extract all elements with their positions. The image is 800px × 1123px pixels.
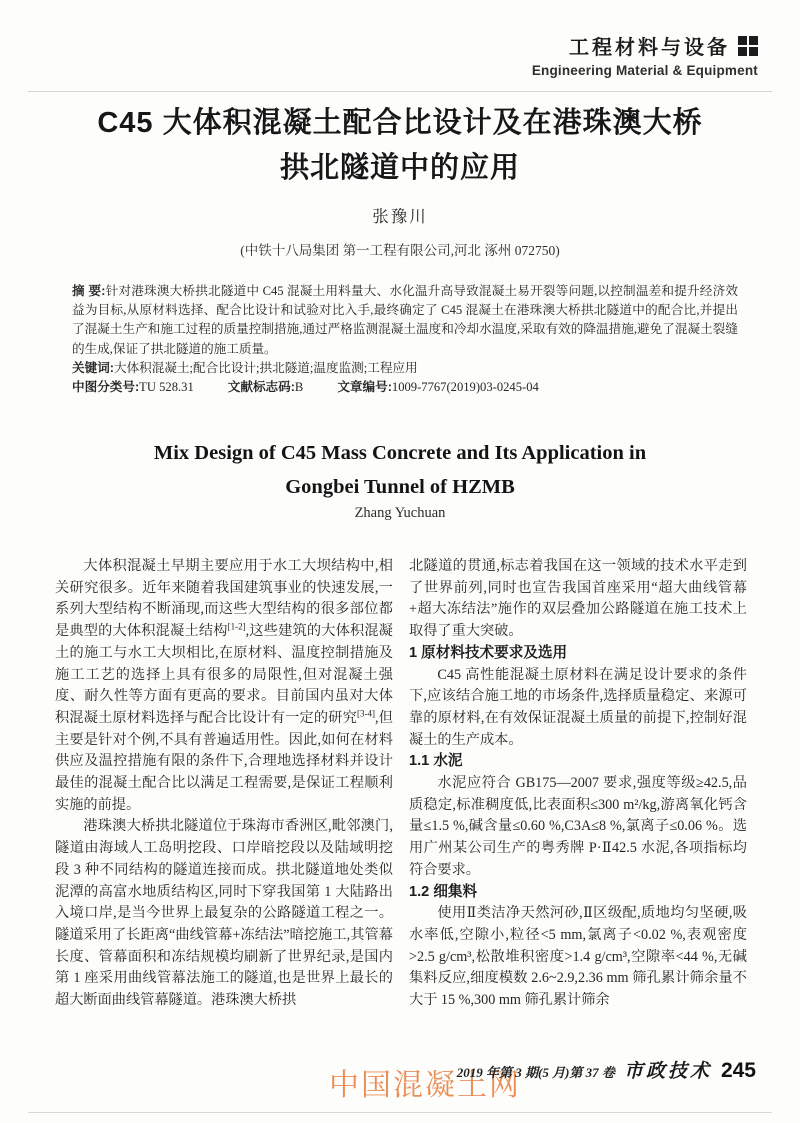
abstract-label: 摘 要: — [72, 284, 106, 298]
english-title — [0, 436, 800, 504]
keywords-line — [72, 359, 738, 378]
journal-section-label: 工程材料与设备 — [569, 37, 730, 59]
citation-3-4: [3-4] — [357, 708, 376, 719]
doc-code-pair — [228, 380, 304, 394]
paragraph-text: ,这些建筑的大体积混凝土的施工与水工大坝相比,在原材料、温度控制措施及施工工艺的选择上具有很多的局限性,但对混凝土强度、耐久性等方面有更高的要求。目前国内虽对大体积混凝土原材料选择与配合比设计有一定的研究 — [55, 623, 393, 726]
right-column — [409, 556, 747, 1012]
abstract-paragraph — [72, 282, 738, 359]
citation-1-2: [1-2] — [227, 621, 246, 632]
classification-line — [72, 378, 738, 397]
issue-info: 2019 年第 3 期(5 月)第 37 卷 — [456, 1065, 615, 1080]
clc-label: 中图分类号: — [72, 380, 140, 395]
article-id-pair — [337, 380, 539, 394]
article-id-label: 文章编号: — [337, 380, 392, 395]
abstract-block — [72, 282, 738, 397]
left-column — [55, 556, 393, 1012]
intro-paragraph-2: 港珠澳大桥拱北隧道位于珠海市香洲区,毗邻澳门,隧道由海域人工岛明挖段、口岸暗挖段以及陆域明挖段 3 种不同结构的隧道连接而成。拱北隧道地处类似泥潭的高富水地质结构区,同时下穿我国第 1 大陆路出入境口岸,是当今世界上最复杂的公路隧道工程之一。隧道采用了长距离“曲线管幕+冻结法”暗挖施工,其管幕长度、管幕面积和冻结规模均刷新了世界纪录,是国内第 1 座采用曲线管幕法施工的隧道,也是世界上最长的超大断面曲线管幕隧道。港珠澳大桥拱 — [55, 818, 393, 1009]
section-heading-1-1: 1.1 水泥 — [409, 753, 463, 770]
watermark-text: 中国混凝土网 — [329, 1069, 521, 1102]
grid-squares-icon — [738, 36, 758, 56]
article-id-value: 1009-7767(2019)03-0245-04 — [391, 380, 539, 395]
section-heading-1-2: 1.2 细集料 — [409, 883, 478, 900]
article-author: 张豫川 — [372, 207, 428, 226]
paragraph-text: ,但主要是针对个例,不具有普遍适用性。因此,如何在材料供应及温控措施有限的条件下,合理地选择材料并设计最佳的混凝土配合比以满足工程需要,是保证工程顺利实施的前提。 — [55, 709, 393, 813]
section-1-1-paragraph: 水泥应符合 GB175—2007 要求,强度等级≥42.5,品质稳定,标准稠度低,比表面积≤300 m²/kg,游离氧化钙含量≤1.5 %,碱含量≤0.60 %,C3A≤8 %,氯离子≤0.06 %。选用广州某公司生产的粤秀牌 P·Ⅱ42.5 水泥,各项指标均符合要求。 — [409, 775, 747, 878]
clc-value: TU 528.31 — [139, 380, 194, 395]
footer-journal-info — [457, 1056, 756, 1083]
article-body — [55, 556, 747, 1012]
article-title — [0, 101, 800, 191]
doc-code-value: B — [294, 380, 304, 395]
journal-section-title-cn — [532, 31, 758, 60]
article-title-line2: 拱北隧道中的应用 — [279, 152, 520, 184]
section-1-2-paragraph: 使用Ⅱ类洁净天然河砂,Ⅱ区级配,质地均匀坚硬,吸水率低,空隙小,粒径<5 mm,氯离子<0.02 %,表观密度>2.5 g/cm³,松散堆积密度>1.4 g/cm³,空隙率<44 %,无碱集料反应,细度模数 2.6~2.9,2.36 mm 筛孔累计筛余量不大于 15 %,300 mm 筛孔累计筛余 — [409, 905, 747, 1009]
english-author: Zhang Yuchuan — [354, 505, 446, 521]
journal-header — [532, 31, 758, 78]
continuation-paragraph: 北隧道的贯通,标志着我国在这一领域的技术水平走到了世界前列,同时也宣告我国首座采用“超大曲线管幕+超大冻结法”施作的双层叠加公路隧道在施工技术上取得了重大突破。 — [409, 558, 747, 640]
article-affiliation: (中铁十八局集团 第一工程有限公司,河北 涿州 072750) — [240, 243, 560, 258]
bottom-divider — [28, 1112, 772, 1113]
journal-name-logo: 市政技术 — [623, 1061, 712, 1082]
section-heading-1: 1 原材料技术要求及选用 — [409, 644, 568, 661]
clc-pair — [72, 380, 194, 394]
keywords-label: 关键词: — [72, 360, 114, 375]
article-title-line1: C45 大体积混凝土配合比设计及在港珠澳大桥 — [97, 107, 703, 139]
header-divider — [28, 91, 772, 92]
intro-paragraph-1 — [55, 556, 393, 816]
keywords-text: 大体积混凝土;配合比设计;拱北隧道;温度监测;工程应用 — [113, 360, 418, 375]
section-1-paragraph: C45 高性能混凝土原材料在满足设计要求的条件下,应该结合施工地的市场条件,选择质量稳定、来源可靠的原材料,在有效保证混凝土质量的前提下,控制好混凝土的生产成本。 — [409, 666, 747, 748]
doc-code-label: 文献标志码: — [227, 380, 295, 395]
paragraph-text: 大体积混凝土早期主要应用于水工大坝结构中,相关研究很多。近年来随着我国建筑事业的快速发展,一系列大型结构不断涌现,而这些大型结构的很多部位都是典型的大体积混凝土结构 — [55, 558, 393, 640]
page-number: 245 — [720, 1059, 756, 1082]
english-title-line2: Gongbei Tunnel of HZMB — [285, 476, 515, 498]
abstract-text: 针对港珠澳大桥拱北隧道中 C45 混凝土用料量大、水化温升高导致混凝土易开裂等问题,以控制温差和提升经济效益为目标,从原材料选择、配合比设计和试验对比入手,最终确定了 C45 混凝土在港珠澳大桥拱北隧道中的配合比,并提出了混凝土生产和施工过程的质量控制措施,通过严格监测混凝土温度和冷却水温度,采取有效的降温措施,避免了混凝土裂缝的生成,保证了拱北隧道的施工质量。 — [72, 284, 738, 356]
journal-section-title-en: Engineering Material & Equipment — [531, 63, 758, 78]
english-title-line1: Mix Design of C45 Mass Concrete and Its Application in — [153, 442, 647, 464]
